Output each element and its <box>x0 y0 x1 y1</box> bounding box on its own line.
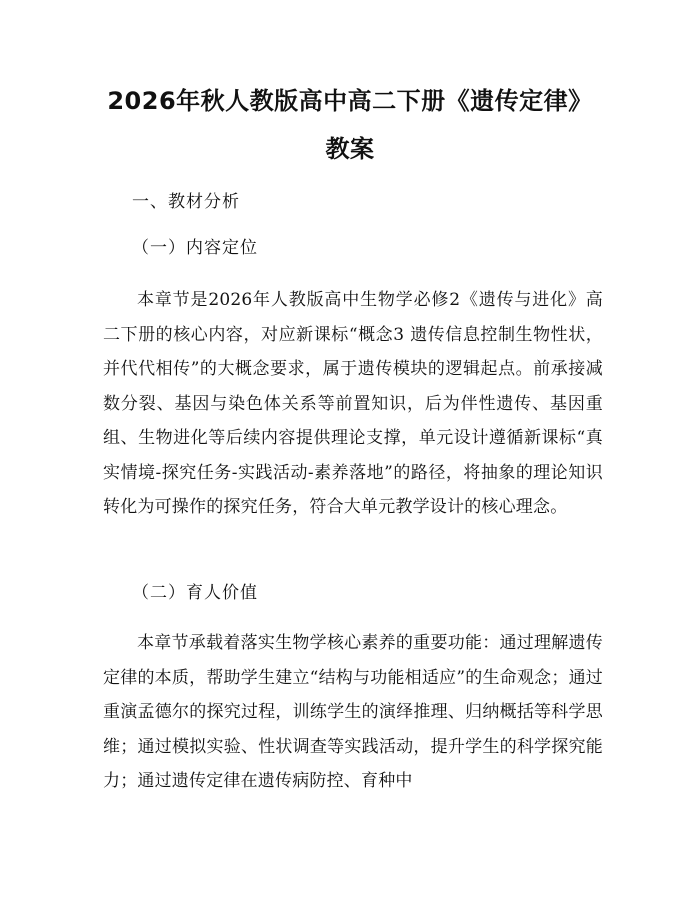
document-title-line2: 教案 <box>325 135 375 163</box>
subsection-heading-content-positioning: （一）内容定位 <box>132 238 258 258</box>
section-heading-textbook-analysis: 一、教材分析 <box>132 192 240 212</box>
paragraph-content-positioning: 本章节是2026年人教版高中生物学必修2《遗传与进化》高二下册的核心内容，对应新课标“概念3 遗传信息控制生物性状，并代代相传”的大概念要求，属于遗传模块的逻辑起点。前承接减数分裂、基因与染色体关系等前置知识，后为伴性遗传、基因重组、生物进化等后续内容提供理论支撑，单元设计遵循新课标“真实情境-探究任务-实践活动-素养落地”的路径，将抽象的理论知识转化为可操作的探究任务，符合大单元教学设计的核心理念。 <box>103 290 603 517</box>
subsection-heading-educational-value: （二）育人价值 <box>132 583 258 603</box>
document-title-line1: 2026年秋人教版高中高二下册《遗传定律》 <box>107 87 593 115</box>
paragraph-educational-value: 本章节承载着落实生物学核心素养的重要功能：通过理解遗传定律的本质，帮助学生建立“结构与功能相适应”的生命观念；通过重演孟德尔的探究过程，训练学生的演绎推理、归纳概括等科学思维；通过模拟实验、性状调查等实践活动，提升学生的科学探究能力；通过遗传定律在遗传病防控、育种中 <box>103 633 603 791</box>
